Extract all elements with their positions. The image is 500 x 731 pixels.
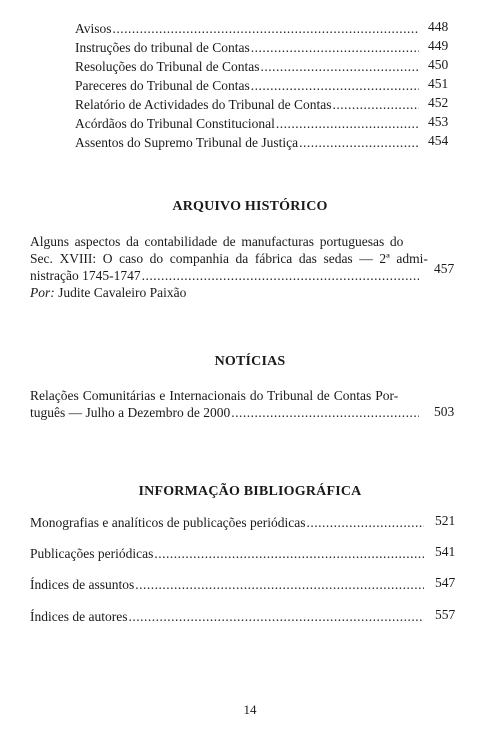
section-heading-informacao: INFORMAÇÃO BIBLIOGRÁFICA — [138, 484, 362, 499]
leader-dots — [231, 405, 419, 421]
arquivo-page: 457 — [434, 261, 455, 276]
toc-entry-label: Assentos do Supremo Tribunal de Justiça — [75, 135, 299, 150]
toc-entry-page: 449 — [428, 38, 449, 53]
toc-entry-page: 452 — [428, 95, 449, 110]
toc-entry-label: Índices de autores — [30, 609, 128, 624]
toc-entry-label: Avisos — [75, 21, 112, 36]
toc-entry-monografias[interactable] — [30, 515, 425, 531]
noticias-line-2-text: tuguês — Julho a Dezembro de 2000 — [30, 405, 231, 420]
section-heading-noticias: NOTÍCIAS — [214, 354, 286, 369]
toc-entry-page: 454 — [428, 133, 449, 148]
toc-entry-label: Publicações periódicas — [30, 546, 154, 561]
toc-entry-label: Relatório de Actividades do Tribunal de Contas — [75, 97, 332, 112]
toc-entry-page: 450 — [428, 57, 449, 72]
leader-dots — [142, 268, 419, 284]
author-name: Judite Cavaleiro Paixão — [58, 285, 187, 300]
leader-dots — [251, 40, 419, 56]
toc-entry-page: 557 — [435, 607, 456, 622]
toc-entry-avisos[interactable] — [75, 21, 420, 37]
noticias-line-2 — [30, 405, 420, 421]
toc-entry-label: Instruções do tribunal de Contas — [75, 40, 250, 55]
toc-entry-page: 541 — [435, 544, 456, 559]
toc-entry-indices-assuntos[interactable] — [30, 577, 425, 593]
toc-entry-label: Índices de assuntos — [30, 577, 135, 592]
toc-entry-acordaos[interactable] — [75, 116, 420, 132]
toc-entry-page: 451 — [428, 76, 449, 91]
toc-entry-page: 453 — [428, 114, 449, 129]
leader-dots — [135, 577, 424, 593]
noticias-page: 503 — [434, 404, 455, 419]
page-number: 14 — [243, 702, 257, 717]
toc-entry-indices-autores[interactable] — [30, 609, 425, 625]
arquivo-line-3-text: nistração 1745-1747 — [30, 268, 141, 283]
leader-dots — [307, 515, 424, 531]
toc-entry-instrucoes[interactable] — [75, 40, 420, 56]
leader-dots — [276, 116, 419, 132]
toc-entry-label: Acórdãos do Tribunal Constitucional — [75, 116, 275, 131]
toc-entry-page: 448 — [428, 19, 449, 34]
toc-entry-pareceres[interactable] — [75, 78, 420, 94]
arquivo-line-1: Alguns aspectos da contabilidade de manufacturas portuguesas do — [30, 234, 404, 249]
arquivo-line-3 — [30, 268, 420, 284]
toc-entry-label: Resoluções do Tribunal de Contas — [75, 59, 260, 74]
toc-entry-publicacoes[interactable] — [30, 546, 425, 562]
author-prefix: Por: — [30, 285, 55, 300]
leader-dots — [128, 609, 424, 625]
toc-entry-page: 521 — [435, 513, 456, 528]
toc-entry-assentos[interactable] — [75, 135, 420, 151]
toc-entry-page: 547 — [435, 575, 456, 590]
leader-dots — [154, 546, 424, 562]
leader-dots — [251, 78, 419, 94]
toc-entry-relatorio[interactable] — [75, 97, 420, 113]
toc-entry-resolucoes[interactable] — [75, 59, 420, 75]
leader-dots — [332, 97, 419, 113]
toc-entry-label: Pareceres do Tribunal de Contas — [75, 78, 250, 93]
leader-dots — [261, 59, 420, 75]
arquivo-author — [30, 285, 186, 301]
toc-entry-label: Monografias e analíticos de publicações periódicas — [30, 515, 306, 530]
section-heading-arquivo: ARQUIVO HISTÓRICO — [172, 199, 328, 214]
leader-dots — [113, 21, 419, 37]
noticias-line-1: Relações Comunitárias e Internacionais do Tribunal de Contas Por- — [30, 388, 399, 403]
leader-dots — [299, 135, 419, 151]
arquivo-line-2: Sec. XVIII: O caso do companhia da fábrica das sedas — 2ª admi- — [30, 251, 428, 266]
